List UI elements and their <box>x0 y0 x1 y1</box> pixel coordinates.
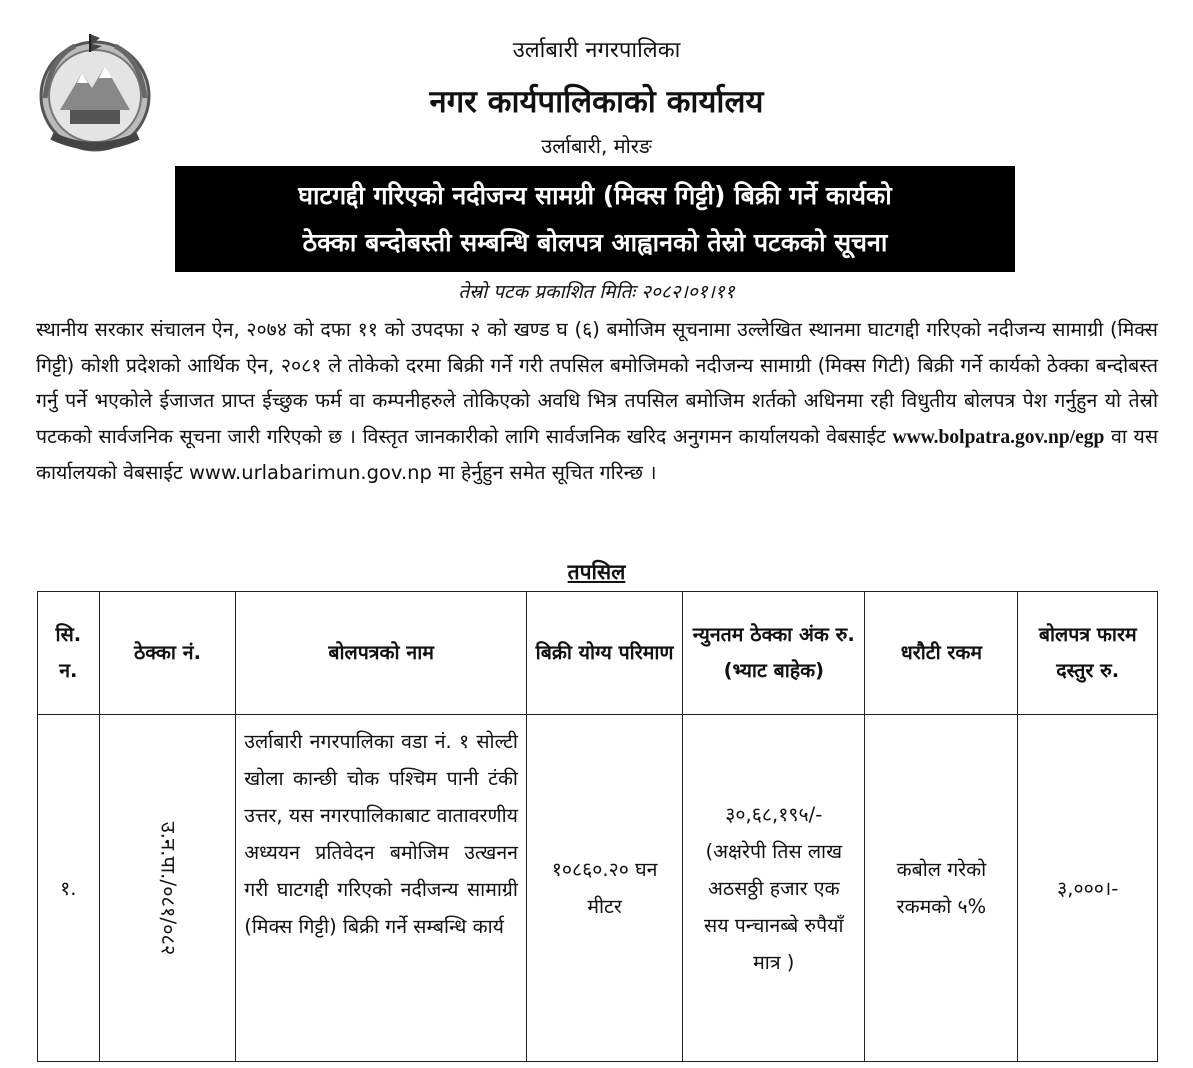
office-title: नगर कार्यपालिकाको कार्यालय <box>429 84 764 120</box>
cell-min-amount: ३०,६८,१९५/- (अक्षरेपी तिस लाख अठसठ्ठी हजार एक सय पन्चानब्बे रुपैयाँ मात्र ) <box>683 715 865 1062</box>
header-sn: सि. न. <box>38 592 100 715</box>
header-bid-name: बोलपत्रको नाम <box>236 592 527 715</box>
header-contract-no: ठेक्का नं. <box>99 592 236 715</box>
notice-text: स्थानीय सरकार संचालन ऐन, २०७४ को दफा ११ को उपदफा २ को खण्ड घ (६) बमोजिम सूचनामा उल्लेखित स्थानमा घाटगद्दी गरिएको नदीजन्य सामाग्री (मिक्स गिट्टी) कोशी प्रदेशको आर्थिक ऐन, २०८१ ले तोकेको दरमा बिक्री गर्ने गरी तपसिल बमोजिमको नदीजन्य सामाग्री (मिक्स गिटी) बिक्री गर्ने कार्यको ठेक्का बन्दोबस्त गर्नु पर्ने भएकोले ईजाजत प्राप्त ईच्छुक फर्म वा कम्पनीहरुले तोकिएको अवधि भित्र तपसिल बमोजिम शर्तको अधिनमा रही विधुतीय बोलपत्र पेश गर्नुहुन यो तेस्रो पटकको सार्वजनिक सूचना जारी गरिएको छ । विस्तृत जानकारीको लागि सार्वजनिक खरिद अनुगमन कार्यालयको वेबसाईट <box>36 318 1158 448</box>
banner-line-1: घाटगद्दी गरिएको नदीजन्य सामग्री (मिक्स गिट्टी) बिक्री गर्ने कार्यको <box>298 181 892 210</box>
notice-banner <box>175 166 1015 272</box>
cell-contract-no <box>99 715 236 1062</box>
notice-text-end: वा यस कार्यालयको वेबसाईट www.urlabarimun.gov.np मा हेर्नुहुन समेत सूचित गरिन्छ । <box>36 424 1159 484</box>
notice-body <box>36 312 1158 491</box>
contract-no-text: उ.न.पा./०८१/०८२ <box>155 821 180 955</box>
table-row <box>38 715 1158 1062</box>
header-form-fee: बोलपत्र फारम दस्तुर रु. <box>1018 592 1158 715</box>
cell-bid-name: उर्लाबारी नगरपालिका वडा नं. १ सोल्टी खोला कान्छी चोक पश्चिम पानी टंकी उत्तर, यस नगरपालिकाबाट वातावरणीय अध्ययन प्रतिवेदन बमोजिम उत्खनन गरी घाटगद्दी गरिएको नदीजन्य सामाग्री (मिक्स गिट्टी) बिक्री गर्ने सम्बन्धि कार्य <box>236 715 527 1062</box>
cell-deposit: कबोल गरेको रकमको ५% <box>865 715 1018 1062</box>
banner-line-2: ठेक्का बन्दोबस्ती सम्बन्धि बोलपत्र आह्वानको तेस्रो पटकको सूचना <box>302 228 888 257</box>
cell-form-fee: ३,०००।- <box>1018 715 1158 1062</box>
schedule-title: तपसिल <box>567 560 626 584</box>
header-deposit: धरौटी रकम <box>865 592 1018 715</box>
bolpatra-website-link[interactable]: www.bolpatra.gov.np/egp <box>892 426 1105 448</box>
publish-date: तेस्रो पटक प्रकाशित मितिः २०८२।०१।११ <box>458 281 735 303</box>
header-min-amount: न्युनतम ठेक्का अंक रु. (भ्याट बाहेक) <box>683 592 865 715</box>
header-quantity: बिक्री योग्य परिमाण <box>526 592 682 715</box>
cell-quantity: १०८६०.२० घन मीटर <box>526 715 682 1062</box>
schedule-table <box>37 591 1158 1062</box>
table-header-row <box>38 592 1158 715</box>
office-address: उर्लाबारी, मोरङ <box>541 134 652 158</box>
municipality-name: उर्लाबारी नगरपालिका <box>512 38 681 63</box>
cell-sn: १. <box>38 715 100 1062</box>
